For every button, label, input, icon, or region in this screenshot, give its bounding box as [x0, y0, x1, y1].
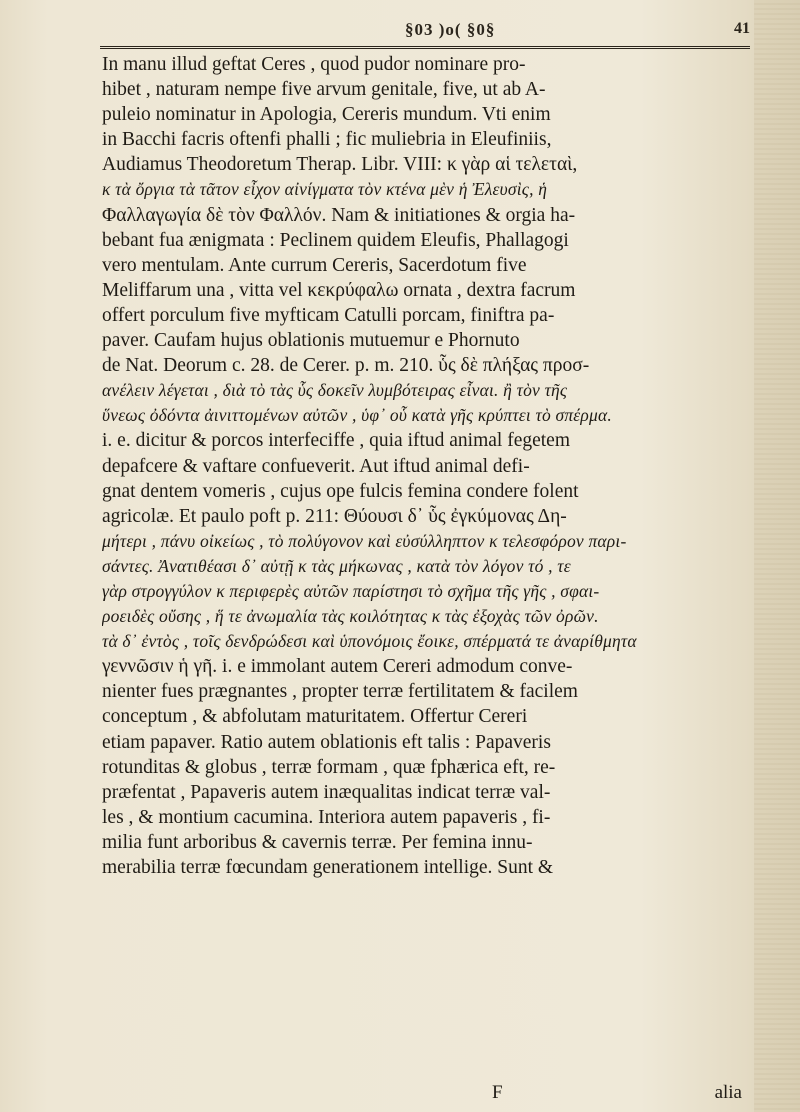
text-line: paver. Caufam hujus oblationis mutuemur e Phornuto — [102, 330, 520, 352]
text-line-greek: ροειδὲς οὔσης , ἥ τε ἀνωμαλία τὰς κοιλότητας κ τὰς ἐξοχὰς τῶν ὀρῶν. — [102, 606, 599, 627]
text-line: bebant fua ænigmata : Peclinem quidem Eleufis, Phallagogi — [102, 229, 569, 251]
text-line: nienter fues prægnantes , propter terræ fertilitatem & facilem — [102, 681, 578, 703]
text-line: hibet , naturam nempe five arvum genitale, five, ut ab A- — [102, 79, 546, 101]
text-line: in Bacchi facris oftenfi phalli ; fic muliebria in Eleufiniis, — [102, 129, 552, 151]
text-line: depafcere & vaftare confueverit. Aut iftud animal defi- — [102, 455, 530, 477]
text-line: præfentat , Papaveris autem inæqualitas indicat terræ val- — [102, 781, 551, 803]
text-line: conceptum , & abfolutam maturitatem. Offertur Cereri — [102, 706, 528, 728]
text-line: rotunditas & globus , terræ formam , quæ fphærica eft, re- — [102, 756, 556, 778]
header-rule — [100, 46, 750, 49]
text-line-greek: κ τὰ ὄργια τὰ τᾶτον εἶχον αἰνίγματα τὸν κτένα μὲν ἡ Ἐλευσὶς, ἡ — [102, 179, 548, 200]
text-line: offert porculum five myfticam Catulli porcam, finiftra pa- — [102, 304, 555, 326]
text-line-greek: μήτερι , πάνυ οἰκείως , τὸ πολύγονον καὶ εὐσύλληπτον κ τελεσφόρον παρι- — [102, 530, 627, 551]
text-line-greek: σάντες. Ἀνατιθέασι δ᾽ αὐτῇ κ τὰς μήκωνας , κατὰ τὸν λόγον τό , τε — [102, 555, 571, 576]
text-line: Audiamus Theodoretum Therap. Libr. VIII: κ γὰρ αἱ τελεταὶ, — [102, 154, 578, 176]
header-ornament: §03 )o( §0§ — [405, 20, 496, 39]
text-line-greek: ανέλειν λέγεται , διὰ τὸ τὰς ὗς δοκεῖν λυμβότειρας εἶναι. ἢ τὸν τῆς — [102, 380, 568, 401]
text-line: milia funt arboribus & cavernis terræ. Per femina innu- — [102, 831, 533, 853]
body-text — [102, 52, 742, 880]
text-line: de Nat. Deorum c. 28. de Cerer. p. m. 210. ὗς δὲ πλήξας προσ- — [102, 355, 590, 377]
text-line: Meliffarum una , vitta vel κεκρύφαλω ornata , dextra facrum — [102, 279, 576, 301]
text-line: i. e. dicitur & porcos interfeciffe , quia iftud animal fegetem — [102, 430, 571, 452]
page-number: 41 — [734, 20, 750, 37]
text-line: etiam papaver. Ratio autem oblationis eft talis : Papaveris — [102, 731, 551, 753]
text-line: les , & montium cacumina. Interiora autem papaveris , fi- — [102, 806, 551, 828]
signature-mark: F — [492, 1082, 503, 1103]
catchword: alia — [714, 1082, 742, 1103]
text-line: Φαλλαγωγία δὲ τὸν Φαλλόν. Nam & initiationes & orgia ha- — [102, 204, 576, 226]
text-line: gnat dentem vomeris , cujus ope fulcis femina condere folent — [102, 480, 579, 502]
text-line: In manu illud geftat Ceres , quod pudor nominare pro- — [102, 54, 526, 75]
text-line: vero mentulam. Ante currum Cereris, Sacerdotum five — [102, 254, 527, 276]
text-line: γεννῶσιν ἡ γῆ. i. e immolant autem Cereri admodum conve- — [102, 656, 573, 678]
text-line-greek: τὰ δ᾽ ἐντὸς , τοῖς δενδρώδεσι καὶ ὑπονόμοις ἔοικε, σπέρματά τε ἀναρίθμητα — [102, 631, 637, 652]
running-head — [100, 20, 750, 42]
text-line: merabilia terræ fœcundam generationem intellige. Sunt & — [102, 857, 554, 878]
text-line: agricolæ. Et paulo poft p. 211: Θύουσι δ᾽ ὗς ἐγκύμονας Δη- — [102, 505, 567, 527]
page-edge-stack — [754, 0, 800, 1112]
text-line: puleio nominatur in Apologia, Cereris mundum. Vti enim — [102, 104, 551, 126]
text-line-greek: ὕνεως ὀδόντα ἀινιττομένων αὐτῶν , ὑφ᾽ οὗ κατὰ γῆς κρύπτει τὸ σπέρμα. — [102, 405, 612, 426]
page-footer — [102, 1082, 742, 1106]
text-line-greek: γὰρ στρογγύλον κ περιφερὲς αὐτῶν παρίστησι τὸ σχῆμα τῆς γῆς , σφαι- — [102, 580, 600, 601]
